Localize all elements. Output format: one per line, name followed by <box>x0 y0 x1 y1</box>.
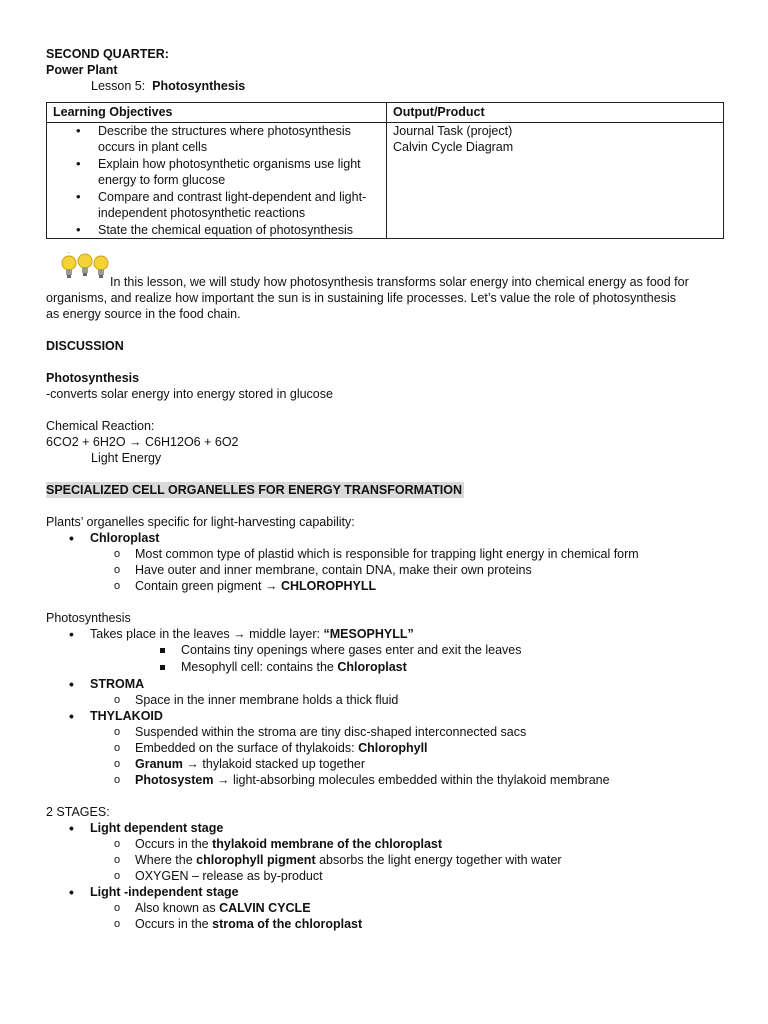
thylakoid-membrane-term: thylakoid membrane of the chloroplast <box>212 837 443 851</box>
list-item: • Compare and contrast light-dependent and light-independent photosynthetic reactions <box>98 189 380 222</box>
list-item <box>46 852 726 868</box>
lesson-line <box>46 78 726 94</box>
list-item: • Explain how photosynthetic organisms use light energy to form glucose <box>98 156 380 189</box>
organelles-intro: Plants’ organelles specific for light-harvesting capability: <box>46 515 355 529</box>
arrow-icon: → <box>264 579 278 593</box>
list-item <box>46 659 726 676</box>
middle-layer-text: middle layer: <box>249 627 321 641</box>
list-item: o Have outer and inner membrane, contain DNA, make their own proteins <box>46 562 726 578</box>
also-known-text: Also known as <box>135 901 216 915</box>
list-item <box>46 626 726 642</box>
stroma-term: • STROMA <box>46 676 726 692</box>
list-item: o Most common type of plastid which is responsible for trapping light energy in chemical form <box>46 546 726 562</box>
output-cell <box>387 122 724 239</box>
list-item: • Describe the structures where photosynthesis occurs in plant cells <box>98 123 380 156</box>
reaction-label: Chemical Reaction: <box>46 419 155 433</box>
list-item <box>46 578 726 594</box>
objectives-table <box>46 102 724 239</box>
photosynthesis-term: Photosynthesis <box>46 371 140 385</box>
equation-left: 6CO2 + 6H2O <box>46 435 126 449</box>
where-text: Where the <box>135 853 193 867</box>
list-item: o Space in the inner membrane holds a thick fluid <box>46 692 726 708</box>
chlorophyll-term: CHLOROPHYLL <box>280 579 377 593</box>
organelles-heading: SPECIALIZED CELL ORGANELLES FOR ENERGY TRANSFORMATION <box>46 483 462 497</box>
table-row <box>47 122 724 239</box>
stages-heading: 2 STAGES: <box>46 805 110 819</box>
intro-line: organisms, and realize how important the sun is in sustaining life processes. Let’s value the role of photosynthesis <box>46 291 676 305</box>
equation-right: C6H12O6 + 6O2 <box>145 435 239 449</box>
list-item <box>46 900 726 916</box>
granum-text: thylakoid stacked up together <box>202 757 366 771</box>
photosystem-text: light-absorbing molecules embedded within the thylakoid membrane <box>232 773 610 787</box>
list-item: Contains tiny openings where gases enter and exit the leaves <box>46 642 726 659</box>
chloroplast-term: • Chloroplast <box>46 530 726 546</box>
occurs-text: Occurs in the <box>135 837 209 851</box>
intro-line: In this lesson, we will study how photosynthesis transforms solar energy into chemical energy as food for <box>110 275 689 289</box>
list-item: o OXYGEN – release as by-product <box>46 868 726 884</box>
occurs-text: Occurs in the <box>135 917 209 931</box>
mesophyll-cell-text: Mesophyll cell: contains the <box>181 660 334 674</box>
mesophyll-term: “MESOPHYLL” <box>323 627 414 641</box>
discussion-heading: DISCUSSION <box>46 339 124 353</box>
list-item: o Suspended within the stroma are tiny disc-shaped interconnected sacs <box>46 724 726 740</box>
intro-line: as energy source in the food chain. <box>46 307 241 321</box>
pigment-text: Contain green pigment <box>135 579 262 593</box>
list-item <box>46 756 726 772</box>
arrow-icon: → <box>233 627 246 641</box>
output-header: Output/Product <box>387 103 724 123</box>
output-item: Calvin Cycle Diagram <box>393 140 514 154</box>
lightbulbs-icon <box>54 252 114 284</box>
light-independent-term: • Light -independent stage <box>46 884 726 900</box>
output-item: Journal Task (project) <box>393 123 513 138</box>
photosynthesis-definition: -converts solar energy into energy stored in glucose <box>46 387 333 401</box>
lesson-title: Photosynthesis <box>152 79 246 93</box>
list-item <box>46 740 726 756</box>
list-item <box>46 836 726 852</box>
takes-place-text: Takes place in the leaves <box>90 627 230 641</box>
absorbs-text: absorbs the light energy together with water <box>319 853 562 867</box>
chlorophyll-pigment-term: chlorophyll pigment <box>196 853 316 867</box>
reaction-condition: Light Energy <box>91 451 162 465</box>
objectives-list <box>53 123 380 239</box>
chemical-equation <box>46 434 726 450</box>
objectives-header: Learning Objectives <box>47 103 387 123</box>
arrow-icon: → <box>129 435 142 449</box>
calvin-cycle-term: CALVIN CYCLE <box>219 901 311 915</box>
light-dependent-term: • Light dependent stage <box>46 820 726 836</box>
arrow-icon: → <box>216 773 230 787</box>
thylakoid-term: • THYLAKOID <box>46 708 726 724</box>
objectives-cell <box>47 122 387 239</box>
list-item <box>46 772 726 788</box>
list-item <box>46 916 726 932</box>
stroma-chloroplast-term: stroma of the chloroplast <box>212 917 363 931</box>
list-item: • State the chemical equation of photosynthesis <box>98 222 380 239</box>
quarter-heading: SECOND QUARTER: <box>46 47 169 61</box>
photosynthesis-label: Photosynthesis <box>46 611 131 625</box>
granum-term: Granum <box>135 757 183 771</box>
chlorophyll-term: Chlorophyll <box>358 741 428 755</box>
chloroplast-term: Chloroplast <box>337 660 407 674</box>
photosystem-term: Photosystem <box>135 773 214 787</box>
lesson-label: Lesson 5: <box>91 79 146 93</box>
embedded-text: Embedded on the surface of thylakoids: <box>135 741 355 755</box>
table-header-row <box>47 103 724 123</box>
unit-title: Power Plant <box>46 63 118 77</box>
arrow-icon: → <box>186 757 199 771</box>
document-page <box>46 46 726 932</box>
intro-paragraph <box>46 256 726 322</box>
